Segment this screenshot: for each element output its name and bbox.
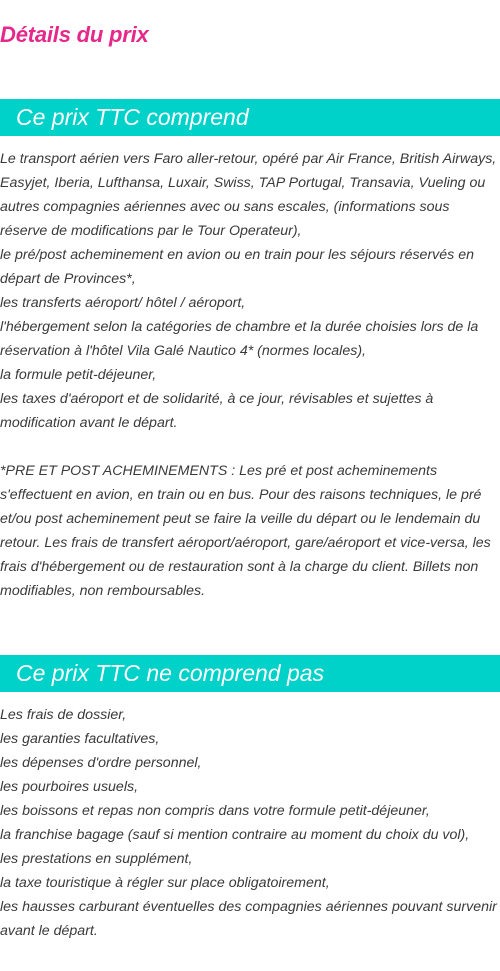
includes-item: le pré/post acheminement en avion ou en train pour les séjours réservés en départ de Provinces*,	[0, 247, 474, 287]
page-title: Détails du prix	[0, 22, 149, 47]
includes-item: les transferts aéroport/ hôtel / aéroport,	[0, 295, 246, 311]
section-header-excludes: Ce prix TTC ne comprend pas	[0, 655, 500, 692]
excludes-item: les dépenses d'ordre personnel,	[0, 755, 202, 771]
includes-item: la formule petit-déjeuner,	[0, 367, 157, 383]
includes-list	[0, 136, 500, 603]
excludes-item: les boissons et repas non compris dans votre formule petit-déjeuner,	[0, 803, 430, 819]
excludes-item: la taxe touristique à régler sur place obligatoirement,	[0, 875, 330, 891]
excludes-item: la franchise bagage (sauf si mention contraire au moment du choix du vol),	[0, 827, 470, 843]
excludes-item: les hausses carburant éventuelles des compagnies aériennes pouvant survenir avant le départ.	[0, 899, 497, 939]
section-header-includes: Ce prix TTC comprend	[0, 99, 500, 136]
paragraph-gap	[0, 435, 500, 459]
includes-item: les taxes d'aéroport et de solidarité, à ce jour, révisables et sujettes à modification avant le départ.	[0, 391, 434, 431]
includes-item: Le transport aérien vers Faro aller-retour, opéré par Air France, British Airways, Easyjet, Iberia, Lufthansa, Luxair, Swiss, TAP Portugal, Transavia, Vueling ou autres compagnies aériennes avec ou sans escales, (informations sous réserve de modifications par le Tour Operateur),	[0, 151, 497, 239]
includes-item: l'hébergement selon la catégories de chambre et la durée choisies lors de la réservation à l'hôtel Vila Galé Nautico 4* (normes locales),	[0, 319, 479, 359]
excludes-item: les garanties facultatives,	[0, 731, 160, 747]
excludes-list	[0, 692, 500, 943]
excludes-item: les prestations en supplément,	[0, 851, 193, 867]
excludes-item: Les frais de dossier,	[0, 707, 127, 723]
excludes-item: les pourboires usuels,	[0, 779, 139, 795]
acheminement-note: *PRE ET POST ACHEMINEMENTS : Les pré et post acheminements s'effectuent en avion, en train ou en bus. Pour des raisons techniques, le pré et/ou post acheminement peut se faire la veille du départ ou le lendemain du retour. Les frais de transfert aéroport/aéroport, gare/aéroport et vice-versa, les frais d'hébergement ou de restauration sont à la charge du client. Billets non modifiables, non remboursables.	[0, 463, 491, 599]
